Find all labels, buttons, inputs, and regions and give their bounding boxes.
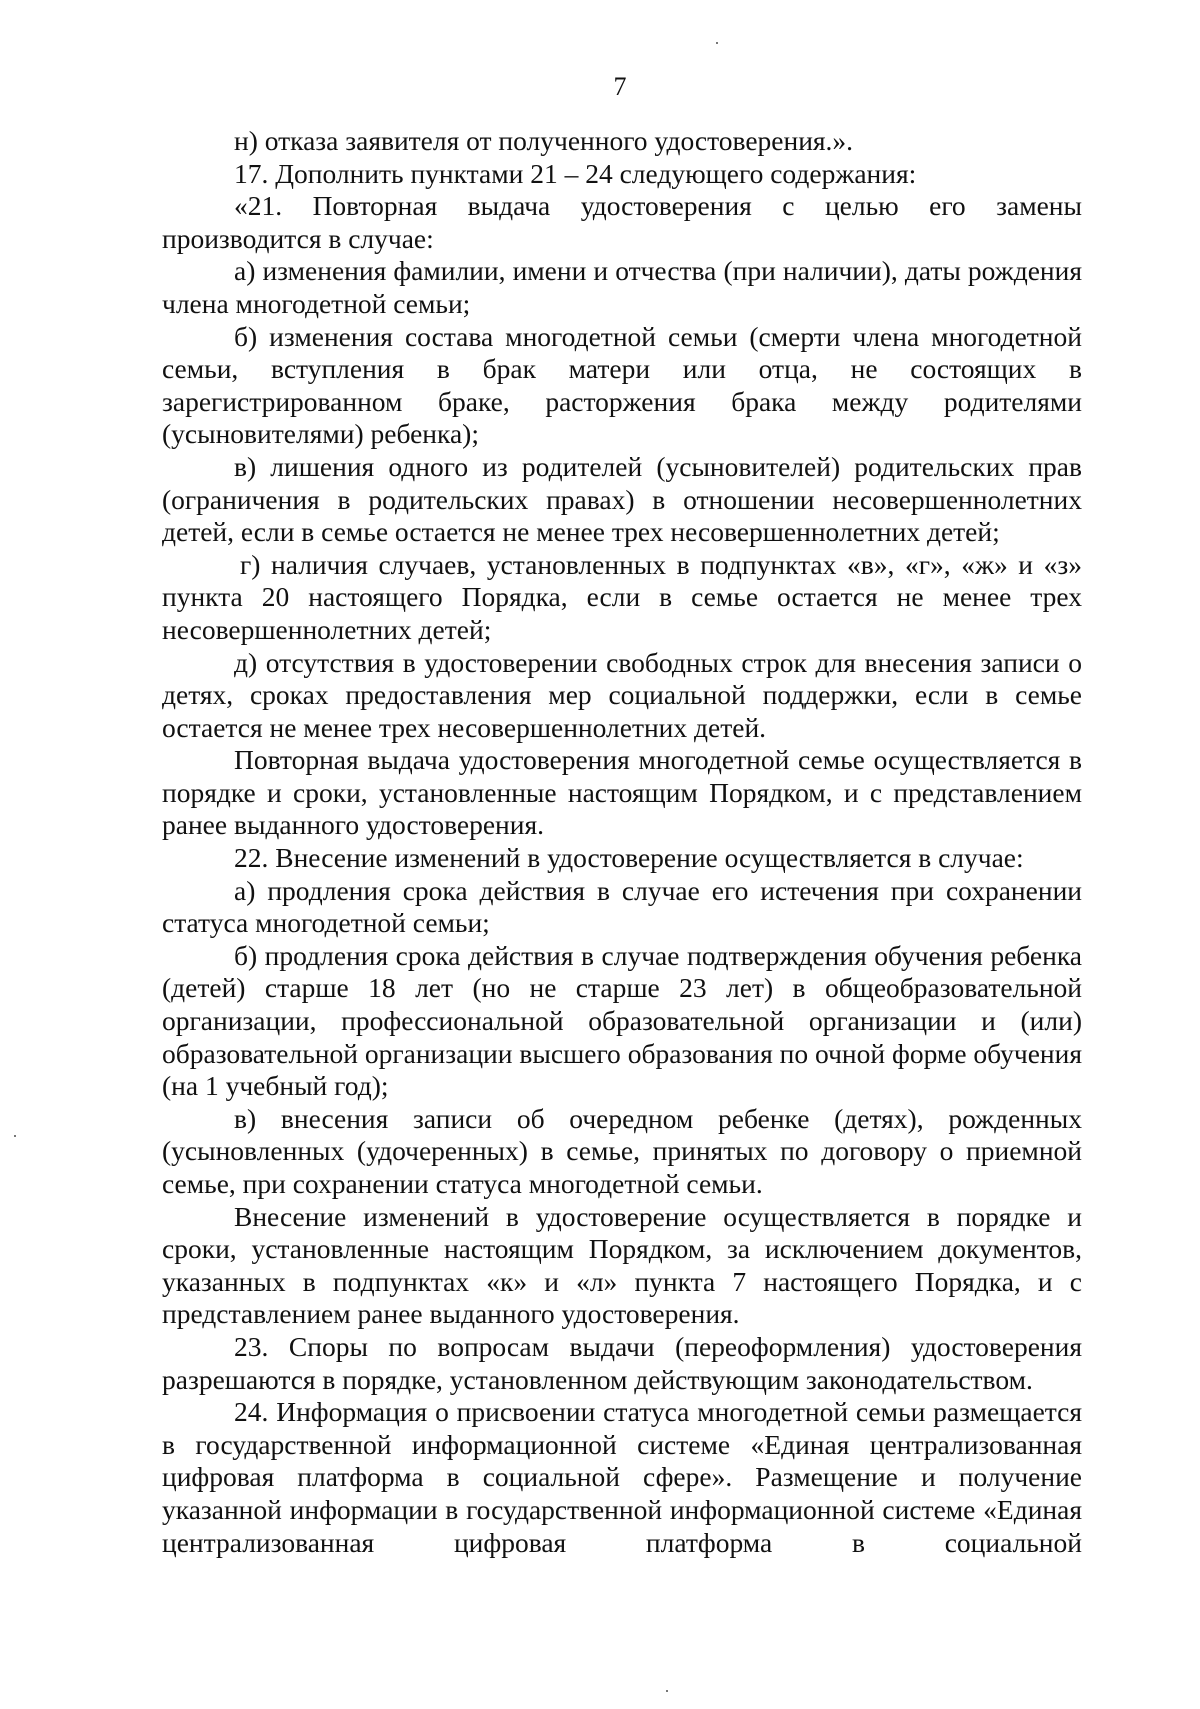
paragraph-24: 24. Информация о присвоении статуса многодетной семьи размещается в государственной информационной системе «Единая централизованная цифровая платформа в социальной сфере». Размещение и получение указанной информации в государственной информационной системе «Единая централизованная цифровая платформа в социальной [162,1396,1082,1558]
scan-artifact [716,42,718,44]
paragraph-23: 23. Споры по вопросам выдачи (переоформления) удостоверения разрешаются в порядке, установленном действующим законодательством. [162,1330,1082,1395]
document-body [162,125,1082,1559]
paragraph-21: «21. Повторная выдача удостоверения с целью его замены производится в случае: [162,190,1082,254]
paragraph-22: 22. Внесение изменений в удостоверение осуществляется в случае: [234,842,1024,874]
paragraph-21-d: д) отсутствия в удостоверении свободных строк для внесения записи о детях, сроках предоставления мер социальной поддержки, если в семье остается не менее трех несовершеннолетних детей. [162,646,1082,743]
paragraph-21-a: а) изменения фамилии, имени и отчества (при наличии), даты рождения члена многодетной семьи; [162,255,1082,319]
paragraph-21-b: б) изменения состава многодетной семьи (смерти члена многодетной семьи, вступления в брак матери или отца, не состоящих в зарегистрированном браке, расторжения брака между родителями (усыновителями) ребенка); [162,320,1082,450]
paragraph-22-b: б) продления срока действия в случае подтверждения обучения ребенка (детей) старше 18 лет (но не старше 23 лет) в общеобразовательной организации, профессиональной образовательной организации и (или) образовательной организации высшего образования по очной форме обучения (на 1 учебный год); [162,939,1082,1102]
paragraph-reissue-procedure: Повторная выдача удостоверения многодетной семье осуществляется в порядке и сроки, установленные настоящим Порядком, и с представлением ранее выданного удостоверения. [162,744,1082,841]
paragraph-21-g: г) наличия случаев, установленных в подпунктах «в», «г», «ж» и «з» пункта 20 настоящего Порядка, если в семье остается не менее трех несовершеннолетних детей; [162,548,1082,645]
page-number: 7 [613,72,627,101]
paragraph-17: 17. Дополнить пунктами 21 – 24 следующего содержания: [234,157,917,189]
paragraph-22-v: в) внесения записи об очередном ребенке (детях), рожденных (усыновленных (удочеренных) в семье, принятых по договору о приемной семье, при сохранении статуса многодетной семьи. [162,1102,1082,1199]
scan-artifact [666,1690,668,1692]
paragraph-item-n: н) отказа заявителя от полученного удостоверения.». [234,125,854,156]
scan-artifact [14,1135,16,1137]
paragraph-changes-procedure: Внесение изменений в удостоверение осуществляется в порядке и сроки, установленные настоящим Порядком, за исключением документов, указанных в подпунктах «к» и «л» пункта 7 настоящего Порядка, и с представлением ранее выданного удостоверения. [162,1200,1082,1330]
paragraph-21-v: в) лишения одного из родителей (усыновителей) родительских прав (ограничения в родительских правах) в отношении несовершеннолетних детей, если в семье остается не менее трех несовершеннолетних детей; [162,450,1082,548]
paragraph-22-a: а) продления срока действия в случае его истечения при сохранении статуса многодетной семьи; [162,874,1082,939]
